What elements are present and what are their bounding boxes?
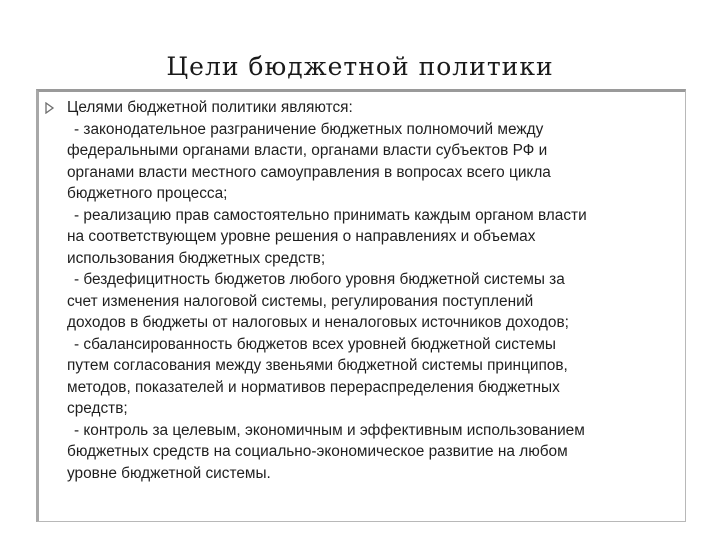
text-line: методов, показателей и нормативов перераспределения бюджетных: [67, 378, 560, 396]
text-line: счет изменения налоговой системы, регулирования поступлений: [67, 292, 534, 310]
content-box: [36, 89, 686, 522]
text-line: средств;: [67, 400, 128, 417]
slide-title: Цели бюджетной политики: [166, 52, 554, 81]
text-line: Целями бюджетной политики являются:: [67, 99, 353, 116]
text-line: - реализацию прав самостоятельно принимать каждым органом власти: [74, 206, 587, 224]
text-line: доходов в бюджеты от налоговых и неналоговых источников доходов;: [67, 314, 569, 331]
body-text: [67, 97, 677, 484]
text-line: федеральными органами власти, органами власти субъектов РФ и: [67, 142, 548, 159]
text-line: - сбалансированность бюджетов всех уровней бюджетной системы: [74, 335, 556, 353]
text-line: на соответствующем уровне решения о направлениях и объемах: [67, 228, 536, 245]
text-line: путем согласования между звеньями бюджетной системы принципов,: [67, 357, 568, 374]
text-line: - бездефицитность бюджетов любого уровня бюджетной системы за: [74, 271, 565, 288]
text-line: - контроль за целевым, экономичным и эффективным использованием: [74, 421, 585, 439]
triangle-bullet-icon: [45, 102, 55, 114]
text-line: уровне бюджетной системы.: [67, 464, 271, 482]
text-line: органами власти местного самоуправления в вопросах всего цикла: [67, 163, 551, 181]
text-line: бюджетных средств на социально-экономическое развитие на любом: [67, 443, 568, 460]
text-line: использования бюджетных средств;: [67, 249, 326, 267]
text-line: бюджетного процесса;: [67, 185, 228, 202]
text-line: - законодательное разграничение бюджетных полномочий между: [74, 120, 544, 138]
